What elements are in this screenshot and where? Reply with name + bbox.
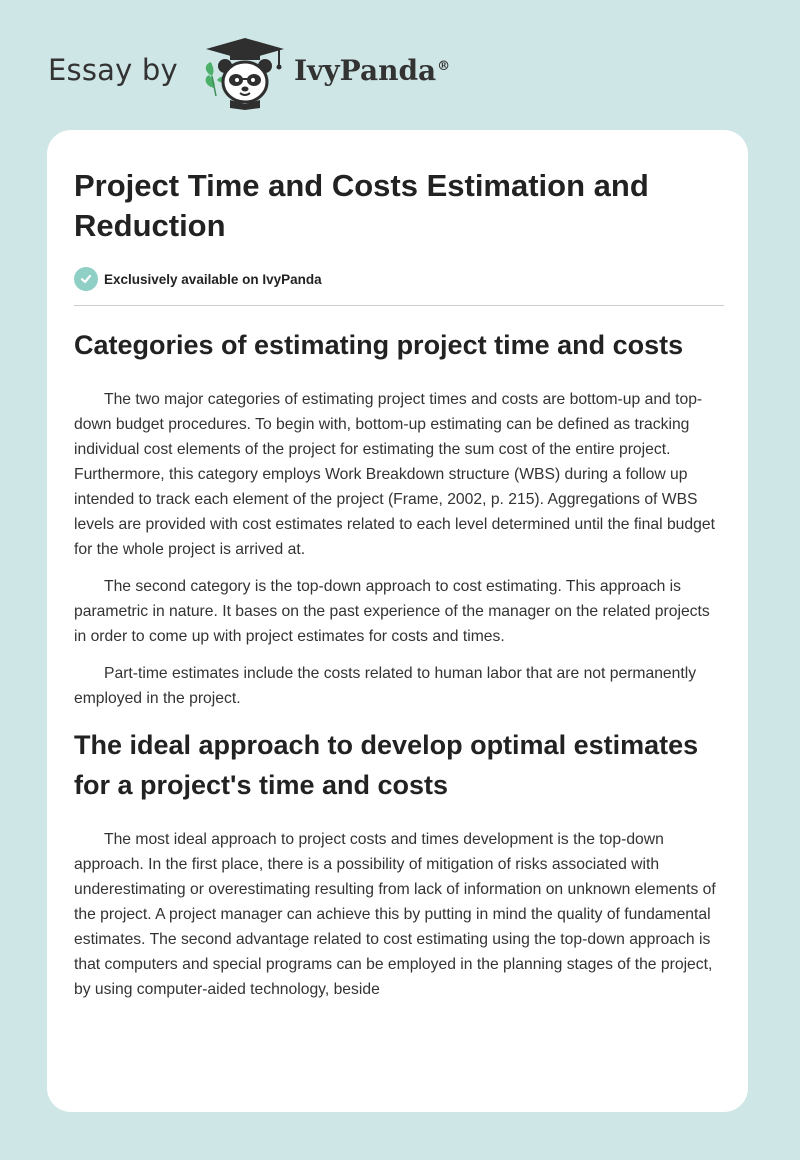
title-divider [74,305,724,306]
exclusive-badge [74,266,724,292]
paragraph: The two major categories of estimating project times and costs are bottom-up and top-down budget procedures. To begin with, bottom-up estimating can be defined as tracking individual cost elements of the project for estimating the sum cost of the entire project. Furthermore, this category employs Work Breakdown structure (WBS) during a follow up intended to track each element of the project (Frame, 2002, p. 215). Aggregations of WBS levels are provided with cost estimates related to each level determined until the final budget for the whole project is arrived at. [74,391,715,558]
paragraph: Part-time estimates include the costs related to human labor that are not permanently employed in the project. [74,665,697,707]
essay-title: Project Time and Costs Estimation and Reduction [74,168,649,243]
brand-prefix: Essay by [48,53,178,87]
check-icon [74,267,98,291]
brand-header[interactable] [48,36,468,112]
registered-mark: ® [437,58,451,74]
section-heading: Categories of estimating project time and costs [74,330,684,360]
section-body [74,827,724,1002]
section-body [74,387,724,711]
badge-text: Exclusively available on IvyPanda [104,271,322,287]
paragraph: The second category is the top-down approach to cost estimating. This approach is parametric in nature. It bases on the past experience of the manager on the related projects in order to come up with project estimates for costs and times. [74,578,710,645]
section-heading: The ideal approach to develop optimal estimates for a project's time and costs [74,730,699,800]
essay-card [47,130,748,1112]
essay-content [74,166,724,1014]
paragraph: The most ideal approach to project costs and times development is the top-down approach. In the first place, there is a possibility of mitigation of risks associated with underestimating or overestimating resulting from lack of information on unknown elements of the project. A project manager can achieve this by putting in mind the quality of fundamental estimates. The second advantage related to cost estimating using the top-down approach is that computers and special programs can be employed in the planning stages of the project, by using computer-aided technology, beside [74,831,716,998]
brand-name [294,54,450,87]
brand-name-text: IvyPanda [294,54,437,87]
panda-logo-icon [200,36,290,110]
